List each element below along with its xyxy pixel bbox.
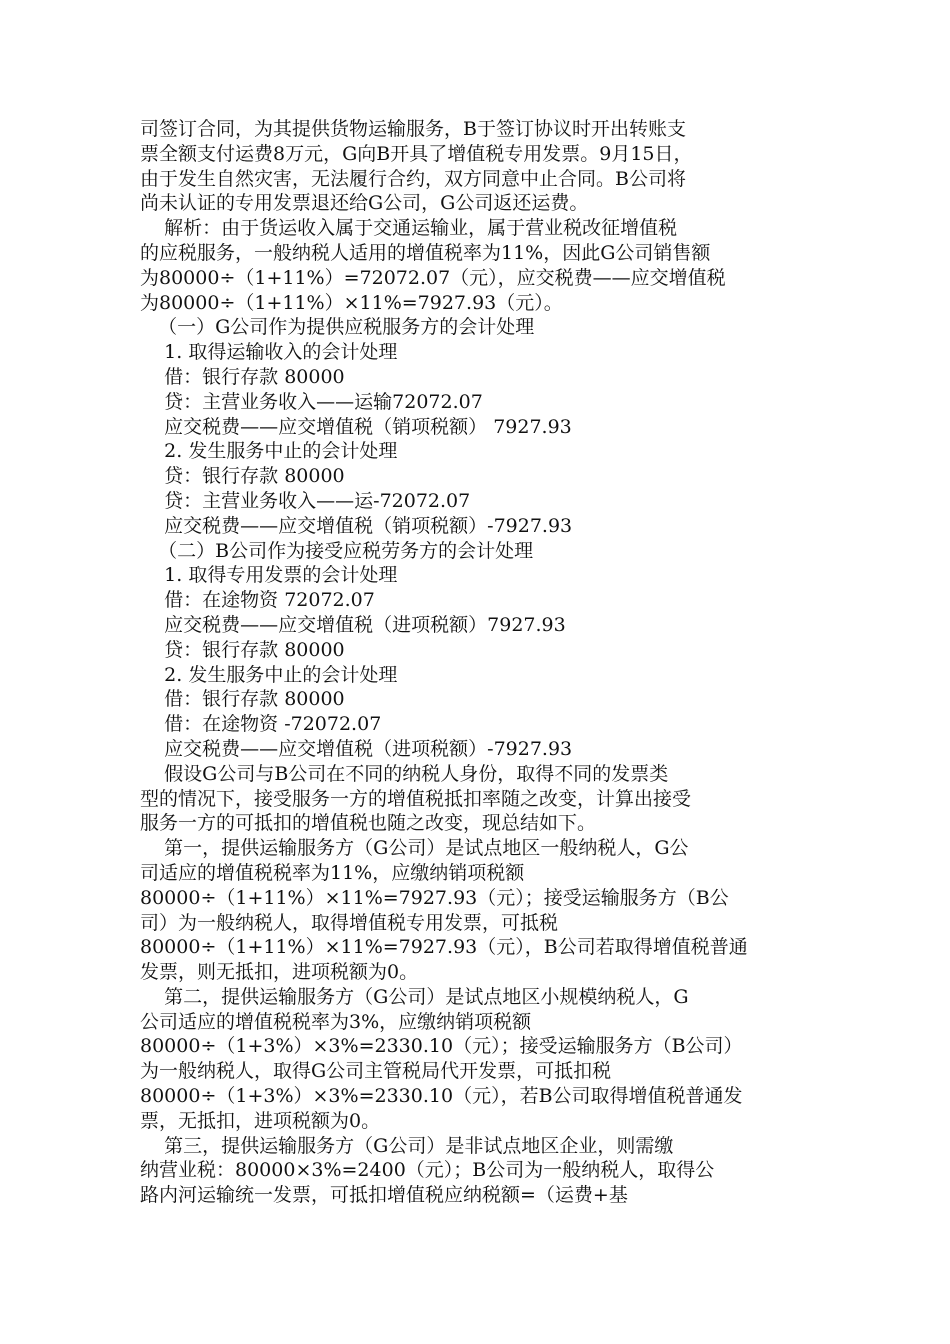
text-line: 第二，提供运输服务方（G公司）是试点地区小规模纳税人，G bbox=[140, 985, 689, 1008]
text-line: 司适应的增值税税率为11%，应缴纳销项税额 bbox=[140, 861, 525, 884]
journal-entry-line: 贷：银行存款 80000 bbox=[140, 465, 345, 488]
journal-entry-line: 贷：银行存款 80000 bbox=[140, 638, 345, 661]
journal-entry-line: 应交税费——应交增值税（进项税额）7927.93 bbox=[140, 613, 566, 636]
subsection-heading: 2. 发生服务中止的会计处理 bbox=[140, 440, 398, 463]
text-line: 路内河运输统一发票，可抵扣增值税应纳税额=（运费+基 bbox=[140, 1184, 628, 1207]
text-line: 80000÷（1+3%）×3%=2330.10（元），若B公司取得增值税普通发 bbox=[140, 1085, 743, 1108]
text-line: 发票，则无抵扣，进项税额为0。 bbox=[140, 961, 419, 984]
section-heading: （二）B公司作为接受应税劳务方的会计处理 bbox=[140, 539, 534, 562]
journal-entry-line: 借：在途物资 72072.07 bbox=[140, 589, 375, 612]
journal-entry-line: 借：在途物资 -72072.07 bbox=[140, 713, 382, 736]
text-line: 80000÷（1+11%）×11%=7927.93（元）；接受运输服务方（B公 bbox=[140, 886, 729, 909]
text-line: 服务一方的可抵扣的增值税也随之改变，现总结如下。 bbox=[140, 812, 597, 835]
journal-entry-line: 借：银行存款 80000 bbox=[140, 365, 345, 388]
text-line: 尚未认证的专用发票退还给G公司，G公司返还运费。 bbox=[140, 192, 589, 215]
journal-entry-line: 贷：主营业务收入——运输72072.07 bbox=[140, 390, 483, 413]
text-line: 解析：由于货运收入属于交通运输业，属于营业税改征增值税 bbox=[140, 217, 678, 240]
text-line: 票，无抵扣，进项税额为0。 bbox=[140, 1109, 381, 1132]
subsection-heading: 2. 发生服务中止的会计处理 bbox=[140, 663, 398, 686]
journal-entry-line: 应交税费——应交增值税（销项税额） 7927.93 bbox=[140, 415, 572, 438]
journal-entry-line: 应交税费——应交增值税（进项税额）-7927.93 bbox=[140, 737, 573, 760]
text-line: 第三，提供运输服务方（G公司）是非试点地区企业，则需缴 bbox=[140, 1134, 674, 1157]
text-line: 司签订合同，为其提供货物运输服务，B于签订协议时开出转账支 bbox=[140, 118, 686, 140]
text-line: 为80000÷（1+11%）×11%=7927.93（元）。 bbox=[140, 291, 563, 314]
subsection-heading: 1. 取得专用发票的会计处理 bbox=[140, 564, 398, 587]
journal-entry-line: 借：银行存款 80000 bbox=[140, 688, 345, 711]
text-line: 为80000÷（1+11%）=72072.07（元），应交税费——应交增值税 bbox=[140, 266, 726, 289]
document-body bbox=[140, 117, 810, 1208]
text-line: 80000÷（1+11%）×11%=7927.93（元），B公司若取得增值税普通 bbox=[140, 936, 748, 959]
text-line: 的应税服务，一般纳税人适用的增值税率为11%，因此G公司销售额 bbox=[140, 241, 711, 264]
text-line: 型的情况下，接受服务一方的增值税抵扣率随之改变，计算出接受 bbox=[140, 787, 692, 810]
journal-entry-line: 贷：主营业务收入——运-72072.07 bbox=[140, 489, 471, 512]
section-heading: （一）G公司作为提供应税服务方的会计处理 bbox=[140, 316, 535, 339]
journal-entry-line: 应交税费——应交增值税（销项税额）-7927.93 bbox=[140, 514, 573, 537]
text-line: 公司适应的增值税税率为3%，应缴纳销项税额 bbox=[140, 1010, 532, 1033]
text-line: 由于发生自然灾害，无法履行合约，双方同意中止合同。B公司将 bbox=[140, 167, 686, 190]
text-line: 为一般纳税人，取得G公司主管税局代开发票，可抵扣税 bbox=[140, 1060, 612, 1083]
text-line: 票全额支付运费8万元，G向B开具了增值税专用发票。9月15日， bbox=[140, 142, 693, 165]
subsection-heading: 1. 取得运输收入的会计处理 bbox=[140, 341, 398, 364]
text-line: 司）为一般纳税人，取得增值税专用发票，可抵税 bbox=[140, 911, 559, 934]
text-line: 第一，提供运输服务方（G公司）是试点地区一般纳税人，G公 bbox=[140, 837, 689, 860]
text-line: 假设G公司与B公司在不同的纳税人身份，取得不同的发票类 bbox=[140, 762, 669, 785]
text-line: 纳营业税：80000×3%=2400（元）；B公司为一般纳税人，取得公 bbox=[140, 1159, 715, 1182]
text-line: 80000÷（1+3%）×3%=2330.10（元）；接受运输服务方（B公司） bbox=[140, 1035, 743, 1058]
